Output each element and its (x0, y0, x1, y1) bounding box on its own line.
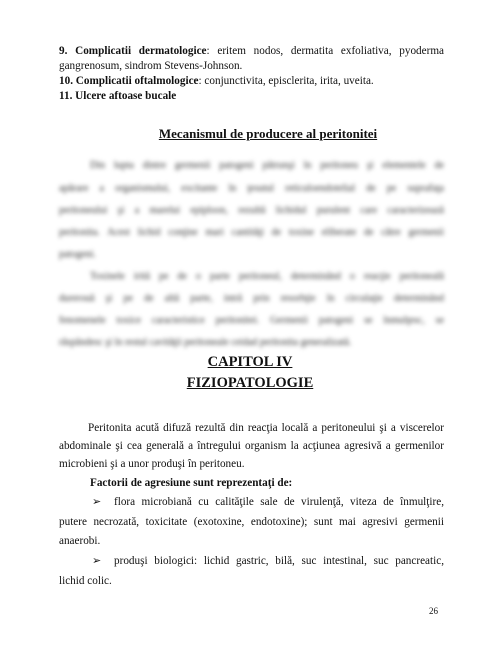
bullet-item-cont: putere necrozată, toxicitate (exotoxine, endotoxine); sunt mai agresivi germenii (59, 516, 444, 528)
blurred-line: patogeni. (59, 249, 96, 260)
list-item-number: 11. (59, 90, 73, 102)
bullet-text: flora microbiană cu calităţile sale de virulenţă, viteza de înmulţire, (114, 496, 444, 508)
list-item-title: Complicatii oftalmologice (75, 75, 199, 87)
bullet-item-cont: anaerobi. (59, 535, 101, 547)
blurred-line: peritoneului şi a marelui epiploon, rezultă lichidul purulent care caracterizează (59, 205, 444, 216)
paragraph-line: microbieni şi a unor produşi în peritoneu. (59, 458, 245, 470)
arrow-bullet-icon: ➢ (92, 555, 102, 567)
list-item-title: Complicatii dermatologice (75, 45, 207, 57)
arrow-bullet-icon: ➢ (92, 496, 102, 508)
list-item-text: gangrenosum, sindrom Stevens-Johnson. (59, 60, 243, 72)
blurred-line: apărare a organismului, excitante în ţesutul reticuloendotelial de pe suprafaţa (59, 183, 444, 194)
paragraph-line: abdominale şi cea generală a întregului organism la acţiunea agresivă a germenilor (59, 440, 444, 452)
list-item-number: 10. (59, 75, 73, 87)
list-item-text: : conjunctivita, episclerita, irita, uveita. (198, 75, 374, 87)
list-item-10 (59, 74, 444, 89)
chapter-number: CAPITOL IV (207, 354, 293, 370)
bullet-item (92, 554, 444, 569)
section-title: Mecanismul de producere al peritonitei (158, 126, 378, 141)
bullet-item (92, 495, 444, 510)
list-item-11 (59, 89, 444, 104)
bullet-item-cont: lichid colic. (59, 575, 112, 587)
list-item-text: : eritem nodos, dermatita exfoliativa, pyoderma (206, 45, 444, 57)
bullet-text: produşi biologici: lichid gastric, bilă, suc intestinal, suc pancreatic, (114, 555, 444, 567)
list-item-9 (59, 44, 444, 59)
paragraph-line: Peritonita acută difuză rezultă din reacţia locală a peritoneului şi a viscerelor (88, 422, 444, 434)
blurred-line: fenomenele toxice caracteristice peritonitei. Germenii patogeni se înmulţesc, se (59, 315, 444, 326)
list-item-9-cont (59, 59, 444, 74)
factors-heading: Factorii de agresiune sunt reprezentaţi de: (90, 477, 293, 489)
chapter-title: FIZIOPATOLOGIE (186, 375, 314, 391)
list-item-title: Ulcere aftoase bucale (75, 90, 177, 102)
blurred-line: răspândesc şi în restul cavităţii peritoneale ceidad peritonita generalizată. (59, 337, 352, 348)
blurred-line: Din lupta dintre germenii patogeni pătrunşi în peritoneu şi elementele de (90, 160, 444, 171)
blurred-line: Toxinele iritã pe de o parte peritoneul, determinând o reacţie peritoneală (90, 271, 444, 282)
list-item-number: 9. (59, 45, 68, 57)
blurred-line: peritonita. Acest lichid conţine mari cantităţi de toxine eliberate de către germenii (59, 227, 444, 238)
page-number: 26 (429, 606, 438, 616)
blurred-line: durerouă şi pe de altă parte, intră prin resorbţie în circulaţie determinând (59, 293, 444, 304)
